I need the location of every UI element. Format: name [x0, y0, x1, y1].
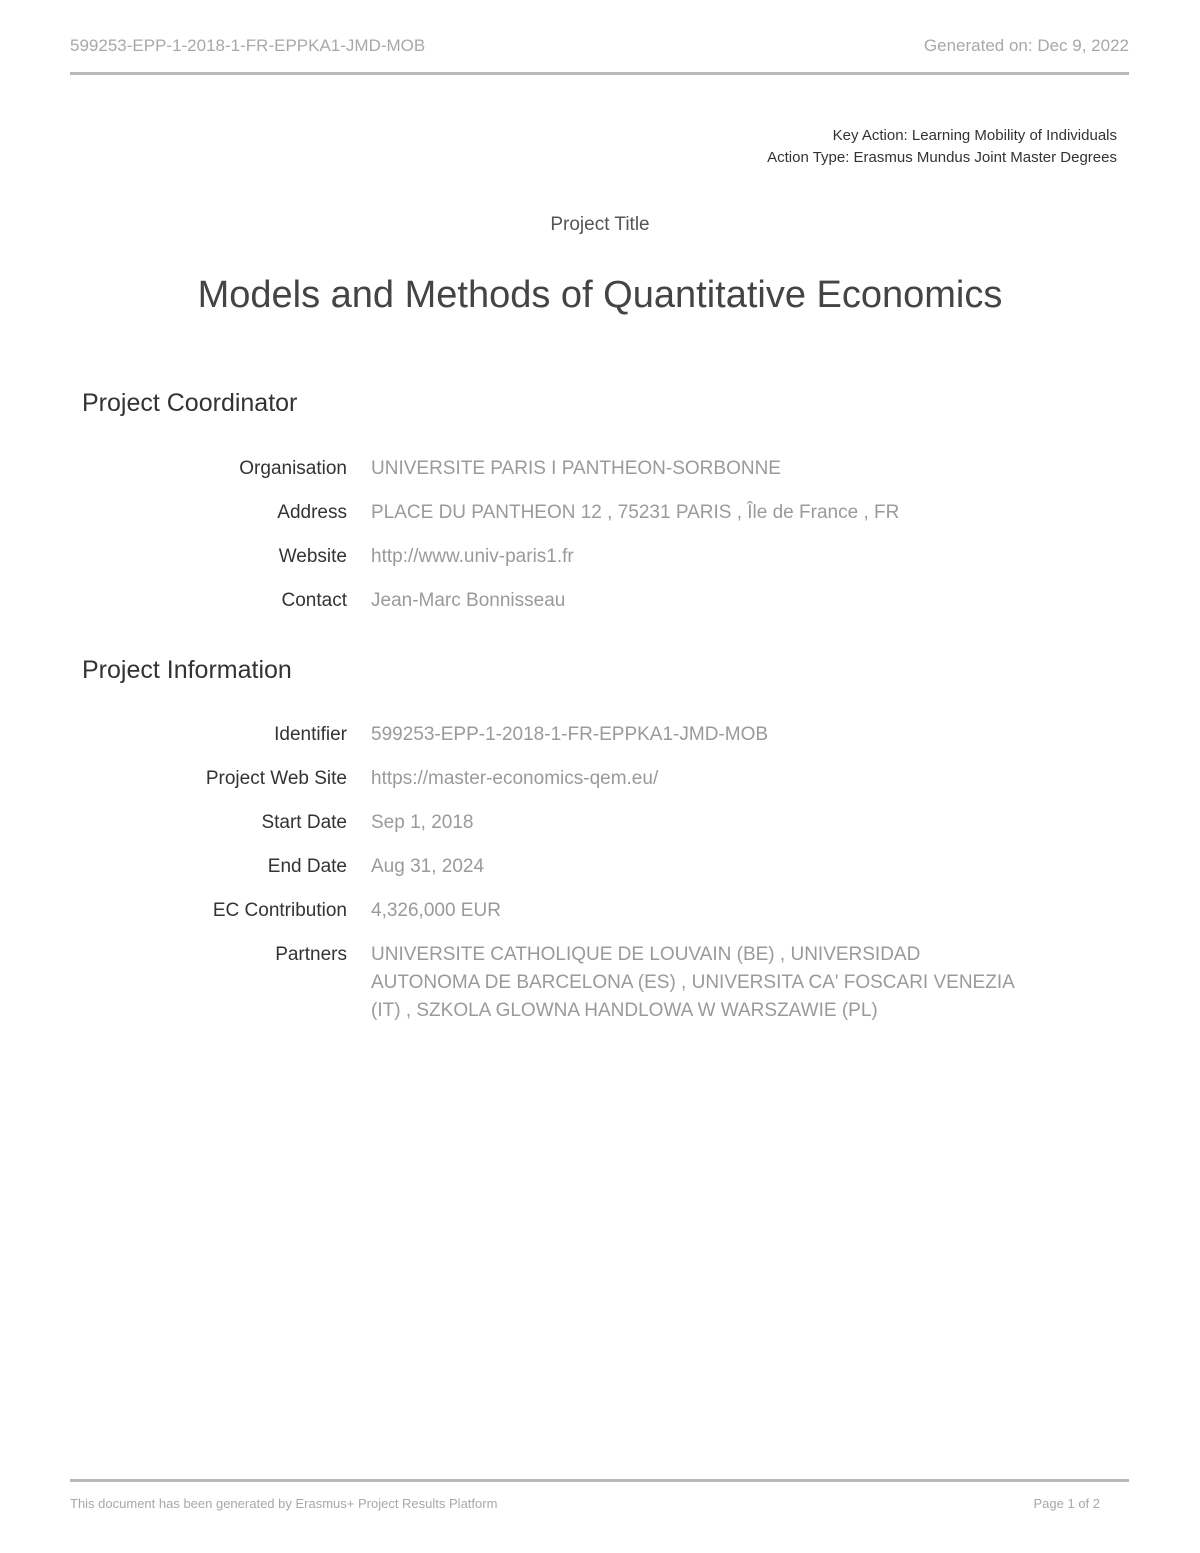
field-label: EC Contribution [212, 900, 347, 921]
project-web-site-link[interactable]: https://master-economics-qem.eu/ [371, 768, 659, 789]
field-label: Address [277, 502, 347, 523]
page-header [70, 36, 1129, 66]
field-value: UNIVERSITE CATHOLIQUE DE LOUVAIN (BE) , UNIVERSIDAD AUTONOMA DE BARCELONA (ES) , UNIVERSITA CA' FOSCARI VENEZIA (IT) , SZKOLA GLOWNA HANDLOWA W WARSZAWIE (PL) [371, 944, 1014, 1021]
field-value: Aug 31, 2024 [371, 856, 485, 877]
information-heading: Project Information [82, 656, 292, 684]
field-value: 599253-EPP-1-2018-1-FR-EPPKA1-JMD-MOB [371, 724, 769, 745]
field-value: Sep 1, 2018 [371, 812, 474, 833]
header-generated-date: Generated on: Dec 9, 2022 [923, 36, 1129, 55]
field-label: Partners [275, 944, 347, 965]
project-title: Models and Methods of Quantitative Economics [197, 274, 1003, 316]
field-label: Organisation [239, 458, 347, 479]
footer-note: This document has been generated by Erasmus+ Project Results Platform [70, 1496, 498, 1511]
page-number: Page 1 of 2 [1033, 1496, 1100, 1511]
header-divider [70, 72, 1129, 75]
footer-divider [70, 1479, 1129, 1482]
field-label: Contact [281, 590, 347, 611]
action-info [767, 125, 1117, 169]
field-label: Identifier [274, 724, 347, 745]
field-label: Start Date [261, 812, 347, 833]
field-label: Project Web Site [205, 768, 347, 789]
project-title-label: Project Title [550, 214, 650, 235]
field-value: UNIVERSITE PARIS I PANTHEON-SORBONNE [371, 458, 781, 479]
coordinator-heading: Project Coordinator [82, 389, 298, 417]
header-reference: 599253-EPP-1-2018-1-FR-EPPKA1-JMD-MOB [70, 36, 426, 55]
field-label: Website [278, 546, 347, 567]
field-label: End Date [267, 856, 347, 877]
website-link[interactable]: http://www.univ-paris1.fr [371, 546, 574, 567]
field-value: Jean-Marc Bonnisseau [371, 590, 566, 611]
key-action: Key Action: Learning Mobility of Individuals [832, 127, 1117, 144]
action-type: Action Type: Erasmus Mundus Joint Master Degrees [767, 149, 1117, 166]
field-value: 4,326,000 EUR [371, 900, 501, 921]
field-value: PLACE DU PANTHEON 12 , 75231 PARIS , Île de France , FR [371, 502, 900, 523]
